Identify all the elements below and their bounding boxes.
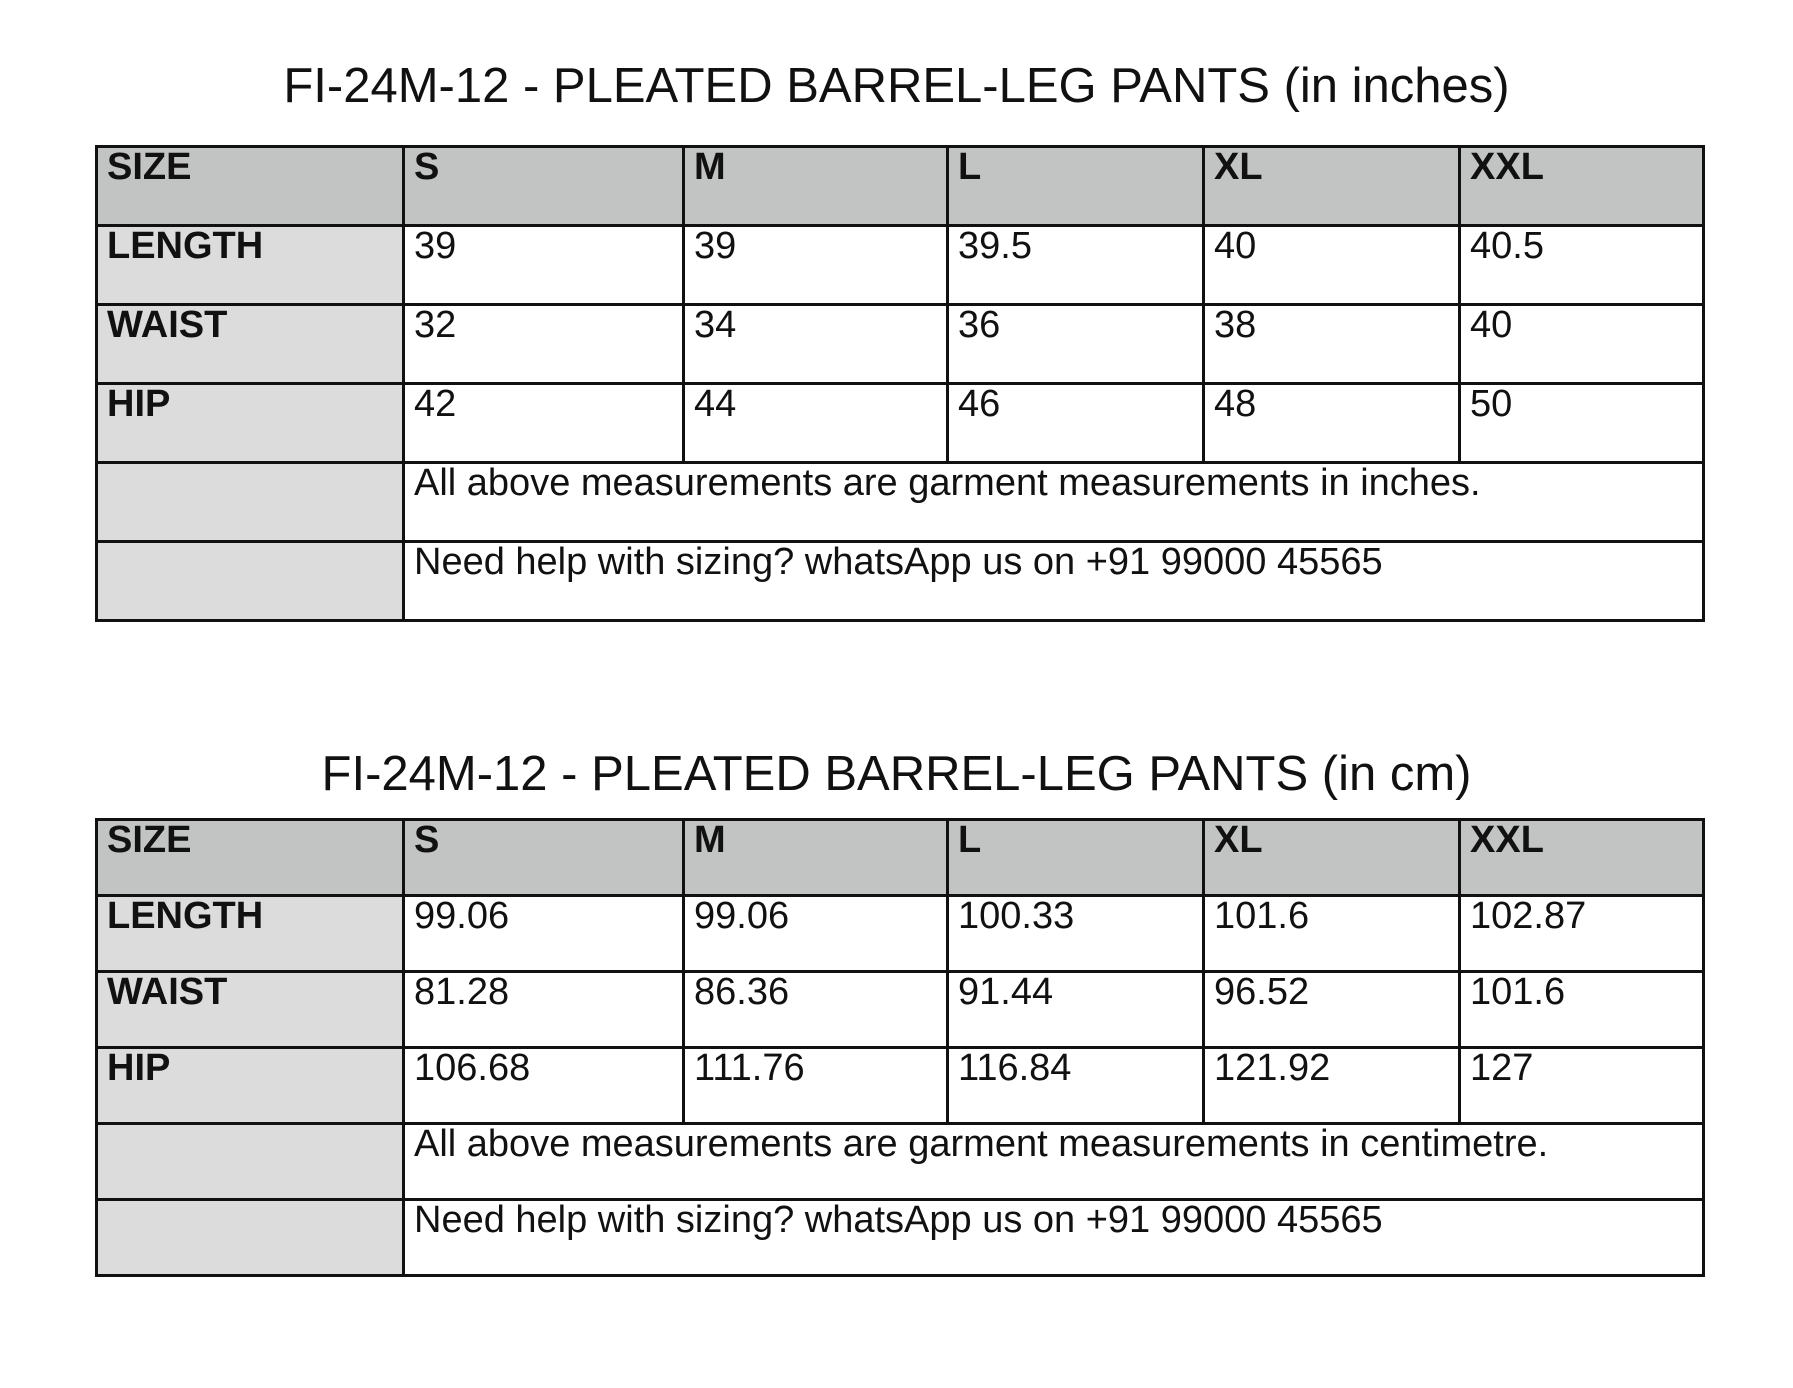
cell-waist-m: 34 — [684, 305, 948, 384]
cell-length-xl: 40 — [1204, 226, 1460, 305]
header-cell-s: S — [404, 820, 684, 896]
blank-label-cell — [97, 463, 404, 542]
table-row-note — [97, 1124, 1704, 1200]
cell-hip-s: 106.68 — [404, 1048, 684, 1124]
cell-length-l: 39.5 — [948, 226, 1204, 305]
cell-hip-xl: 48 — [1204, 384, 1460, 463]
cell-hip-xxl: 127 — [1460, 1048, 1704, 1124]
row-label-hip: HIP — [97, 384, 404, 463]
cell-waist-xl: 38 — [1204, 305, 1460, 384]
row-label-waist: WAIST — [97, 972, 404, 1048]
cell-waist-s: 32 — [404, 305, 684, 384]
cell-length-m: 99.06 — [684, 896, 948, 972]
row-label-waist: WAIST — [97, 305, 404, 384]
row-label-length: LENGTH — [97, 226, 404, 305]
cell-waist-m: 86.36 — [684, 972, 948, 1048]
header-cell-xxl: XXL — [1460, 147, 1704, 226]
header-cell-xxl: XXL — [1460, 820, 1704, 896]
cell-hip-m: 111.76 — [684, 1048, 948, 1124]
table-row-help — [97, 542, 1704, 621]
table-row-waist — [97, 972, 1704, 1048]
cell-hip-l: 116.84 — [948, 1048, 1204, 1124]
header-cell-m: M — [684, 820, 948, 896]
header-row — [97, 820, 1704, 896]
table-row-hip — [97, 384, 1704, 463]
table-row-help — [97, 1200, 1704, 1276]
table-title-inches: FI-24M-12 - PLEATED BARREL-LEG PANTS (in inches) — [283, 59, 1510, 113]
size-chart-table-cm — [95, 818, 1705, 1277]
header-cell-s: S — [404, 147, 684, 226]
table-row-note — [97, 463, 1704, 542]
cell-waist-s: 81.28 — [404, 972, 684, 1048]
header-cell-xl: XL — [1204, 820, 1460, 896]
cell-hip-xxl: 50 — [1460, 384, 1704, 463]
size-chart-table-inches — [95, 145, 1705, 622]
cell-hip-xl: 121.92 — [1204, 1048, 1460, 1124]
header-cell-size: SIZE — [97, 147, 404, 226]
header-cell-l: L — [948, 147, 1204, 226]
table-row-length — [97, 896, 1704, 972]
cell-length-m: 39 — [684, 226, 948, 305]
header-cell-xl: XL — [1204, 147, 1460, 226]
header-cell-size: SIZE — [97, 820, 404, 896]
cell-waist-xxl: 40 — [1460, 305, 1704, 384]
table-title-cm: FI-24M-12 - PLEATED BARREL-LEG PANTS (in cm) — [321, 747, 1472, 801]
sizing-help-note: Need help with sizing? whatsApp us on +91 99000 45565 — [404, 542, 1704, 621]
header-row — [97, 147, 1704, 226]
cell-length-s: 39 — [404, 226, 684, 305]
cell-length-xl: 101.6 — [1204, 896, 1460, 972]
header-cell-l: L — [948, 820, 1204, 896]
sizing-help-note: Need help with sizing? whatsApp us on +91 99000 45565 — [404, 1200, 1704, 1276]
table-row-hip — [97, 1048, 1704, 1124]
cell-hip-m: 44 — [684, 384, 948, 463]
header-cell-m: M — [684, 147, 948, 226]
cell-length-xxl: 40.5 — [1460, 226, 1704, 305]
cell-length-xxl: 102.87 — [1460, 896, 1704, 972]
table-row-waist — [97, 305, 1704, 384]
table-row-length — [97, 226, 1704, 305]
cell-waist-l: 91.44 — [948, 972, 1204, 1048]
cell-length-l: 100.33 — [948, 896, 1204, 972]
blank-label-cell — [97, 1200, 404, 1276]
cell-waist-xxl: 101.6 — [1460, 972, 1704, 1048]
cell-hip-l: 46 — [948, 384, 1204, 463]
cell-length-s: 99.06 — [404, 896, 684, 972]
cell-hip-s: 42 — [404, 384, 684, 463]
cell-waist-xl: 96.52 — [1204, 972, 1460, 1048]
blank-label-cell — [97, 1124, 404, 1200]
cell-waist-l: 36 — [948, 305, 1204, 384]
measurement-note: All above measurements are garment measurements in centimetre. — [404, 1124, 1704, 1200]
row-label-length: LENGTH — [97, 896, 404, 972]
measurement-note: All above measurements are garment measurements in inches. — [404, 463, 1704, 542]
blank-label-cell — [97, 542, 404, 621]
row-label-hip: HIP — [97, 1048, 404, 1124]
